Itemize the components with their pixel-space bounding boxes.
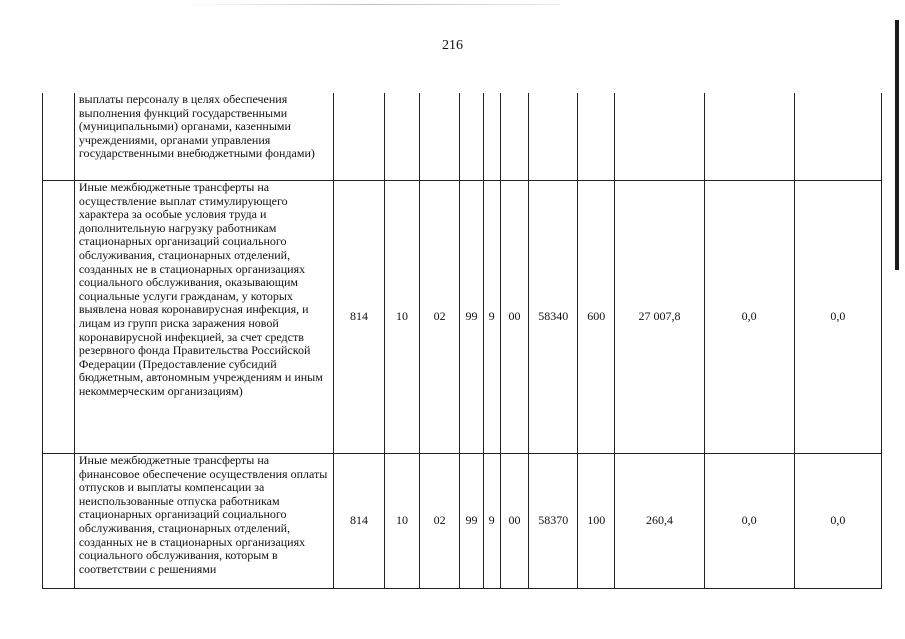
csr-main-event-cell — [500, 93, 529, 181]
sum-year1-cell: 27 007,8 — [615, 181, 704, 454]
csr-main-event-cell: 00 — [500, 454, 529, 589]
vr-cell: 600 — [578, 181, 615, 454]
row-index-cell — [43, 93, 75, 181]
table-row — [43, 93, 882, 181]
row-index-cell — [43, 181, 75, 454]
rz-cell — [384, 93, 419, 181]
table-row — [43, 181, 882, 454]
csr-subprogram-cell — [483, 93, 500, 181]
sum-year3-cell: 0,0 — [794, 181, 881, 454]
csr-main-event-cell: 00 — [500, 181, 529, 454]
table-row — [43, 454, 882, 589]
sum-year2-cell: 0,0 — [704, 454, 794, 589]
sum-year3-cell: 0,0 — [794, 454, 881, 589]
sum-year1-cell — [615, 93, 704, 181]
row-name-cell — [74, 454, 333, 589]
csr-program-cell — [460, 93, 483, 181]
grbs-cell: 814 — [333, 454, 384, 589]
pr-cell: 02 — [419, 454, 459, 589]
vr-cell — [578, 93, 615, 181]
page-number: 216 — [442, 38, 463, 53]
rz-cell: 10 — [384, 181, 419, 454]
csr-direction-cell: 58340 — [529, 181, 578, 454]
pr-cell — [419, 93, 459, 181]
sum-year3-cell — [794, 93, 881, 181]
vr-cell: 100 — [578, 454, 615, 589]
row-name-text: выплаты персоналу в целях обеспечения выполнения функций государственными (муниципальными) органами, казенными учреждениями, органами управления государственными внебюджетными фондами) — [78, 93, 315, 161]
row-name-cell — [74, 93, 333, 181]
sum-year1-cell: 260,4 — [615, 454, 704, 589]
sum-year2-cell: 0,0 — [704, 181, 794, 454]
csr-program-cell: 99 — [460, 181, 483, 454]
row-name-cell — [74, 181, 333, 454]
grbs-cell — [333, 93, 384, 181]
csr-subprogram-cell: 9 — [483, 454, 500, 589]
sum-year2-cell — [704, 93, 794, 181]
pr-cell: 02 — [419, 181, 459, 454]
budget-table — [42, 93, 882, 589]
csr-subprogram-cell: 9 — [483, 181, 500, 454]
scan-top-edge — [180, 4, 560, 5]
row-name-text: Иные межбюджетные трансферты на осуществление выплат стимулирующего характера за особые условия труда и дополнительную нагрузку работникам стационарных организаций социального обслуживания, стационарных отделений, созданных не в стационарных организациях социального обслуживания, оказывающим социальные услуги гражданам, у которых выявлена новая коронавирусная инфекция, и лицам из групп риска заражения новой коронавирусной инфекцией, за счет средств резервного фонда Правительства Российской Федерации (Предоставление субсидий бюджетным, автономным учреждениям и иным некоммерческим организациям) — [78, 181, 323, 398]
csr-program-cell: 99 — [460, 454, 483, 589]
scan-right-edge — [895, 20, 899, 270]
rz-cell: 10 — [384, 454, 419, 589]
row-index-cell — [43, 454, 75, 589]
row-name-text: Иные межбюджетные трансферты на финансовое обеспечение осуществления оплаты отпусков и выплаты компенсации за неиспользованные отпуска работникам стационарных организаций социального обслуживания, стационарных отделений, созданных не в стационарных организациях социального обслуживания, которым в соответствии с решениями — [78, 454, 328, 576]
csr-direction-cell — [529, 93, 578, 181]
grbs-cell: 814 — [333, 181, 384, 454]
csr-direction-cell: 58370 — [529, 454, 578, 589]
